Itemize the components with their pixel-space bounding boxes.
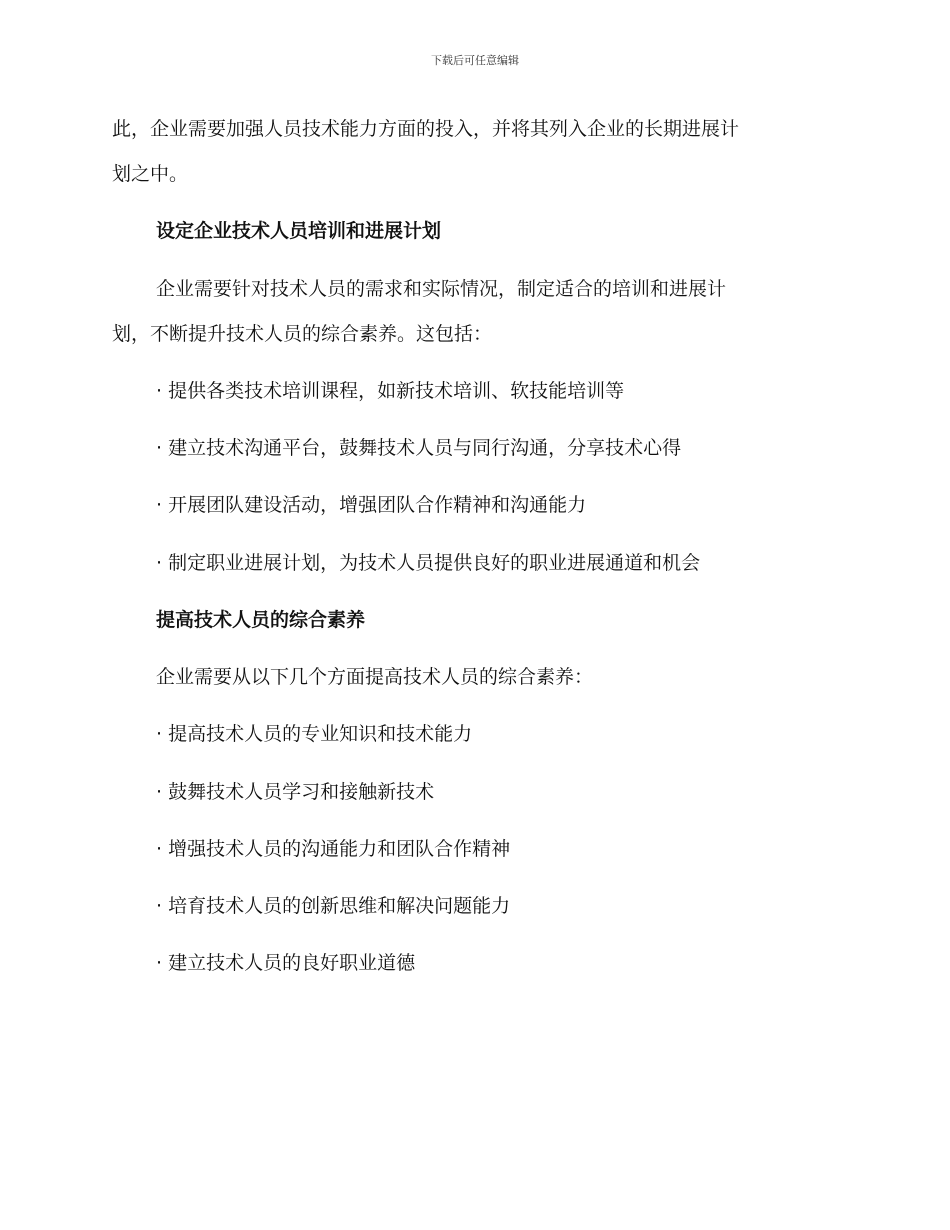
section2-bullet: · 鼓舞技术人员学习和接触新技术 [156,781,435,803]
section2-bullet: · 增强技术人员的沟通能力和团队合作精神 [156,838,511,860]
section2-heading: 提高技术人员的综合素养 [156,609,366,631]
section1-para-line-1: 企业需要针对技术人员的需求和实际情况，制定适合的培训和进展计 [156,278,727,300]
intro-line-2: 划之中。 [112,163,189,185]
section1-bullet: · 建立技术沟通平台，鼓舞技术人员与同行沟通，分享技术心得 [156,437,682,459]
section1-bullet: · 提供各类技术培训课程，如新技术培训、软技能培训等 [156,380,625,402]
section2-bullet: · 建立技术人员的良好职业道德 [156,952,416,974]
section1-para-line-2: 划，不断提升技术人员的综合素养。这包括： [112,323,493,345]
section2-para: 企业需要从以下几个方面提高技术人员的综合素养： [156,666,594,688]
section1-heading: 设定企业技术人员培训和进展计划 [156,220,442,242]
intro-line-1: 此，企业需要加强人员技术能力方面的投入，并将其列入企业的长期进展计 [112,118,740,140]
section1-bullet: · 制定职业进展计划，为技术人员提供良好的职业进展通道和机会 [156,552,701,574]
section1-bullet: · 开展团队建设活动，增强团队合作精神和沟通能力 [156,494,587,516]
section2-bullet: · 培育技术人员的创新思维和解决问题能力 [156,895,511,917]
section2-bullet: · 提高技术人员的专业知识和技术能力 [156,723,473,745]
page-header-note: 下载后可任意编辑 [431,54,519,67]
